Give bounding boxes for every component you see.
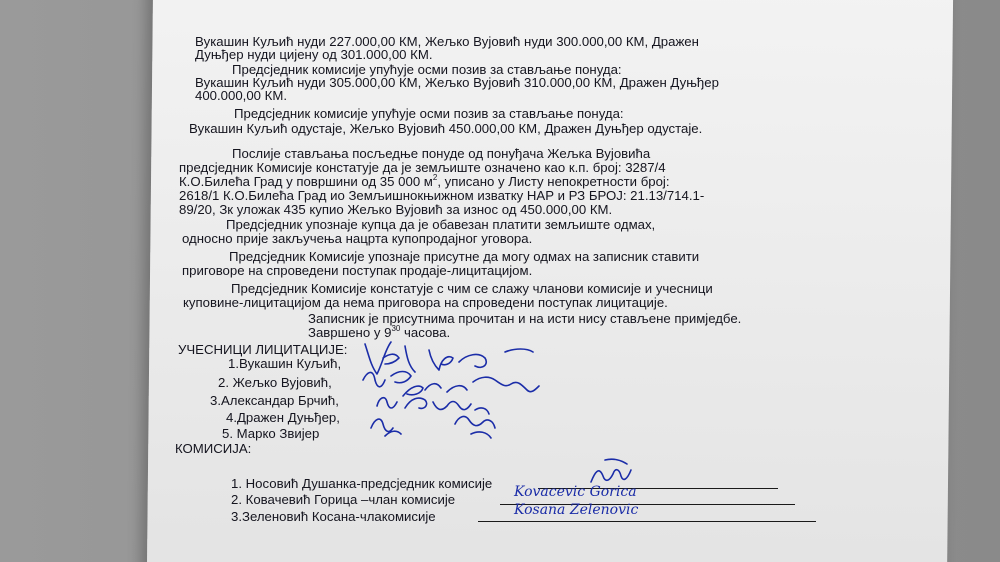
participant-item: 4.Дражен Дуњђер, bbox=[226, 410, 340, 425]
commission-heading: КОМИСИЈА: bbox=[175, 441, 252, 456]
conclusion-line: односно прије закључења нацрта купопродајног уговора. bbox=[182, 231, 533, 246]
bid-line: Дуњђер нуди цијену од 301.000,00 КМ. bbox=[195, 47, 433, 62]
participant-item: 5. Марко Звијер bbox=[222, 426, 320, 441]
participant-item: 2. Жељко Вујовић, bbox=[218, 375, 332, 390]
member-signature bbox=[512, 498, 692, 520]
bid-line: Вукашин Куљић одустаје, Жељко Вујовић 450.000,00 КМ, Дражен Дуњђер одустаје. bbox=[189, 121, 703, 136]
participant-item: 1.Вукашин Куљић, bbox=[228, 356, 342, 371]
commission-member: 2. Ковачевић Горица –члан комисије bbox=[231, 492, 456, 507]
conclusion-line: 2618/1 К.О.Билећа Град ио Земљишнокњижном изватку НАР и РЗ БРОЈ: 21.13/714.1- bbox=[179, 188, 705, 203]
conclusion-line: К.О.Билећа Град у површини од 35 000 $м^2$, уписано у Листу непокретности број: bbox=[179, 173, 670, 189]
conclusion-line: Послије стављања посљедње понуде од понуђача Жељка Вујовића bbox=[232, 146, 651, 161]
conclusion-line: 89/20, Зк уложак 435 купио Жељко Вујовић за износ од 450.000,00 КМ. bbox=[179, 202, 613, 217]
commission-member: 1. Носовић Душанка-предсједник комисије bbox=[231, 476, 493, 491]
closing-time-line: Завршено у $9^{30}$ часова. bbox=[308, 324, 451, 340]
bid-line: 400.000,00 КМ. bbox=[195, 88, 287, 103]
participant-item: 3.Александар Брчић, bbox=[210, 393, 339, 408]
bid-call-line: Предсједник комисије упућује осми позив за стављање понуда: bbox=[232, 62, 622, 77]
conclusion-line: Записник је присутнима прочитан и на исти нису стављене примједбе. bbox=[308, 311, 742, 326]
bid-line: Вукашин Куљић нуди 305.000,00 КМ, Жељко Вујовић 310.000,00 КМ, Дражен Дуњђер bbox=[195, 75, 719, 90]
signature-line bbox=[478, 521, 816, 522]
svg-text:Kosana Zelenovic: Kosana Zelenovic bbox=[514, 502, 639, 518]
participants-heading: УЧЕСНИЦИ ЛИЦИТАЦИЈЕ: bbox=[178, 342, 348, 357]
conclusion-line: предсједник Комисије констатује да је земљиште означено као к.п. број: 3287/4 bbox=[179, 160, 666, 175]
bid-line: Вукашин Куљић нуди 227.000,00 КМ, Жељко Вујовић нуди 300.000,00 КМ, Дражен bbox=[195, 34, 699, 49]
conclusion-line: Предсједник Комисије констатује с чим се слажу чланови комисије и учесници bbox=[231, 281, 713, 296]
commission-member: 3.Зеленовић Косана-члакомисије bbox=[231, 509, 436, 524]
conclusion-line: Предсједник упознаје купца да је обавезан платити земљиште одмах, bbox=[226, 217, 656, 232]
conclusion-line: приговоре на спроведени поступак продаје-лицитацијом. bbox=[182, 263, 533, 278]
bid-call-line: Предсједник комисије упућује осми позив за стављање понуда: bbox=[234, 106, 624, 121]
conclusion-line: Предсједник Комисије упознаје присутне да могу одмах на записник ставити bbox=[229, 249, 700, 264]
svg-text:Kovacevic Gorica: Kovacevic Gorica bbox=[514, 484, 637, 500]
conclusion-line: куповине-лицитацијом да нема приговора на спроведени поступак лицитације. bbox=[183, 295, 668, 310]
participant-signatures bbox=[355, 336, 555, 446]
